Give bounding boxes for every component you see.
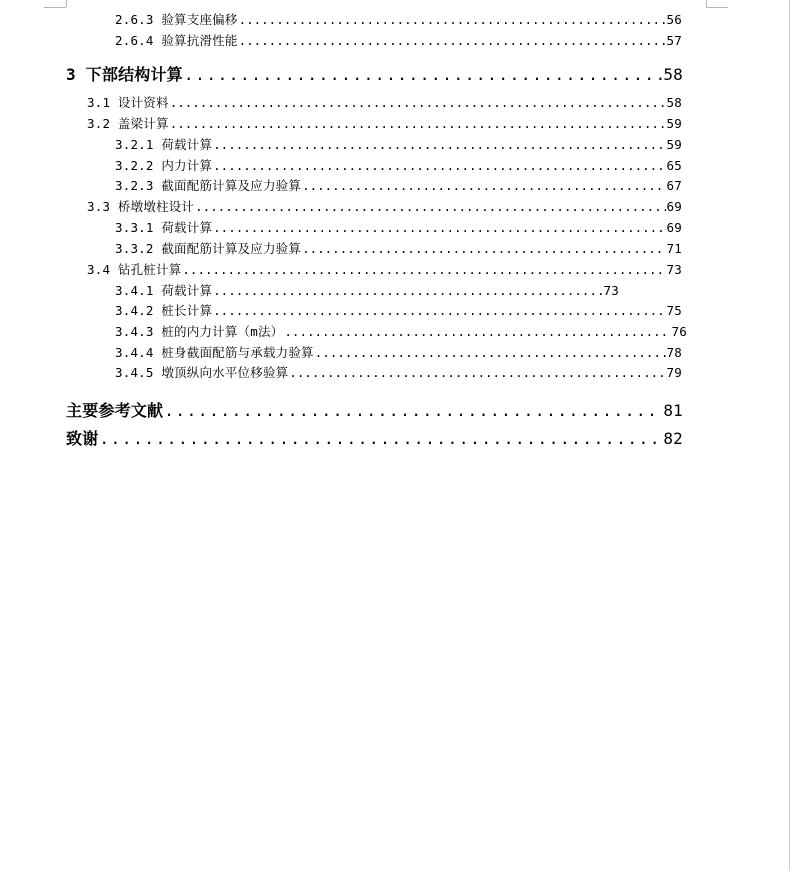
toc-entry-3-2-2[interactable] (115, 156, 682, 174)
toc-entry-title: 3.4.3 桩的内力计算（m法） (115, 324, 284, 339)
toc-entry-page: 81 (663, 401, 683, 420)
toc-entry-page: 58 (666, 95, 682, 110)
toc-entry-3-4-5[interactable] (115, 363, 682, 381)
toc-dot-leader (213, 283, 602, 298)
toc-entry-3-2-3[interactable] (115, 176, 682, 194)
toc-entry-page: 57 (666, 33, 682, 48)
toc-entry-title: 3.3 桥墩墩柱设计 (87, 199, 195, 214)
toc-entry-references[interactable] (66, 398, 683, 421)
toc-entry-title: 2.6.3 验算支座偏移 (115, 12, 238, 27)
toc-entry-3-3-1[interactable] (115, 218, 682, 236)
page-right-edge (789, 0, 790, 871)
toc-entry-title: 3.2.2 内力计算 (115, 158, 213, 173)
toc-entry-title: 3.4.2 桩长计算 (115, 303, 213, 318)
toc-dot-leader (170, 116, 666, 131)
toc-dot-leader (164, 401, 662, 420)
toc-entry-page: 76 (671, 324, 687, 339)
toc-dot-leader (213, 137, 665, 152)
toc-entry-title: 3.2 盖梁计算 (87, 116, 169, 131)
toc-entry-title: 3.2.3 截面配筋计算及应力验算 (115, 178, 302, 193)
toc-entry-3-1[interactable] (87, 93, 682, 111)
toc-entry-title: 3.4.1 荷载计算 (115, 283, 213, 298)
toc-entry-title: 3.3.2 截面配筋计算及应力验算 (115, 241, 302, 256)
toc-entry-title: 3.4 钻孔桩计算 (87, 262, 182, 277)
toc-entry-chapter-3[interactable] (66, 62, 683, 85)
toc-entry-acknowledgements[interactable] (66, 426, 683, 449)
toc-entry-title: 3 下部结构计算 (66, 65, 183, 84)
toc-entry-3-3[interactable] (87, 197, 682, 215)
toc-dot-leader (182, 262, 665, 277)
toc-dot-leader (315, 345, 666, 360)
toc-dot-leader (170, 95, 666, 110)
toc-entry-3-4-1[interactable] (115, 281, 619, 299)
toc-dot-leader (302, 241, 665, 256)
crop-mark-top-left (66, 0, 67, 7)
toc-entry-2-6-3[interactable] (115, 10, 682, 28)
toc-entry-page: 69 (666, 199, 682, 214)
toc-entry-page: 79 (666, 365, 682, 380)
toc-dot-leader (213, 220, 665, 235)
toc-entry-title: 3.2.1 荷载计算 (115, 137, 213, 152)
toc-entry-3-4-3[interactable] (115, 322, 687, 340)
crop-mark-top-right (706, 0, 707, 7)
toc-dot-leader (213, 158, 665, 173)
toc-entry-title: 致谢 (66, 429, 99, 448)
toc-dot-leader (302, 178, 665, 193)
toc-entry-title: 3.3.1 荷载计算 (115, 220, 213, 235)
toc-dot-leader (99, 429, 662, 448)
toc-entry-3-4-2[interactable] (115, 301, 682, 319)
toc-entry-3-4-4[interactable] (115, 343, 682, 361)
toc-entry-page: 56 (666, 12, 682, 27)
toc-entry-2-6-4[interactable] (115, 31, 682, 49)
toc-entry-page: 59 (666, 116, 682, 131)
toc-entry-3-4[interactable] (87, 260, 682, 278)
toc-entry-3-2-1[interactable] (115, 135, 682, 153)
toc-dot-leader (195, 199, 665, 214)
crop-mark-top-right-horizontal (706, 7, 728, 8)
toc-dot-leader (213, 303, 665, 318)
crop-mark-top-left-horizontal (44, 7, 66, 8)
toc-entry-page: 73 (603, 283, 619, 298)
toc-entry-page: 67 (666, 178, 682, 193)
toc-entry-title: 2.6.4 验算抗滑性能 (115, 33, 238, 48)
toc-entry-3-3-2[interactable] (115, 239, 682, 257)
toc-entry-page: 75 (666, 303, 682, 318)
toc-dot-leader (284, 324, 670, 339)
toc-entry-page: 78 (666, 345, 682, 360)
toc-entry-page: 82 (663, 429, 683, 448)
toc-entry-page: 58 (663, 65, 683, 84)
toc-dot-leader (239, 12, 666, 27)
toc-entry-title: 3.4.4 桩身截面配筋与承载力验算 (115, 345, 314, 360)
toc-entry-page: 69 (666, 220, 682, 235)
toc-entry-page: 65 (666, 158, 682, 173)
toc-entry-3-2[interactable] (87, 114, 682, 132)
toc-dot-leader (239, 33, 666, 48)
toc-entry-page: 71 (666, 241, 682, 256)
toc-entry-page: 73 (666, 262, 682, 277)
toc-entry-title: 3.1 设计资料 (87, 95, 169, 110)
toc-entry-title: 3.4.5 墩顶纵向水平位移验算 (115, 365, 289, 380)
toc-entry-page: 59 (666, 137, 682, 152)
toc-dot-leader (289, 365, 665, 380)
toc-entry-title: 主要参考文献 (66, 401, 164, 420)
toc-dot-leader (184, 65, 662, 84)
